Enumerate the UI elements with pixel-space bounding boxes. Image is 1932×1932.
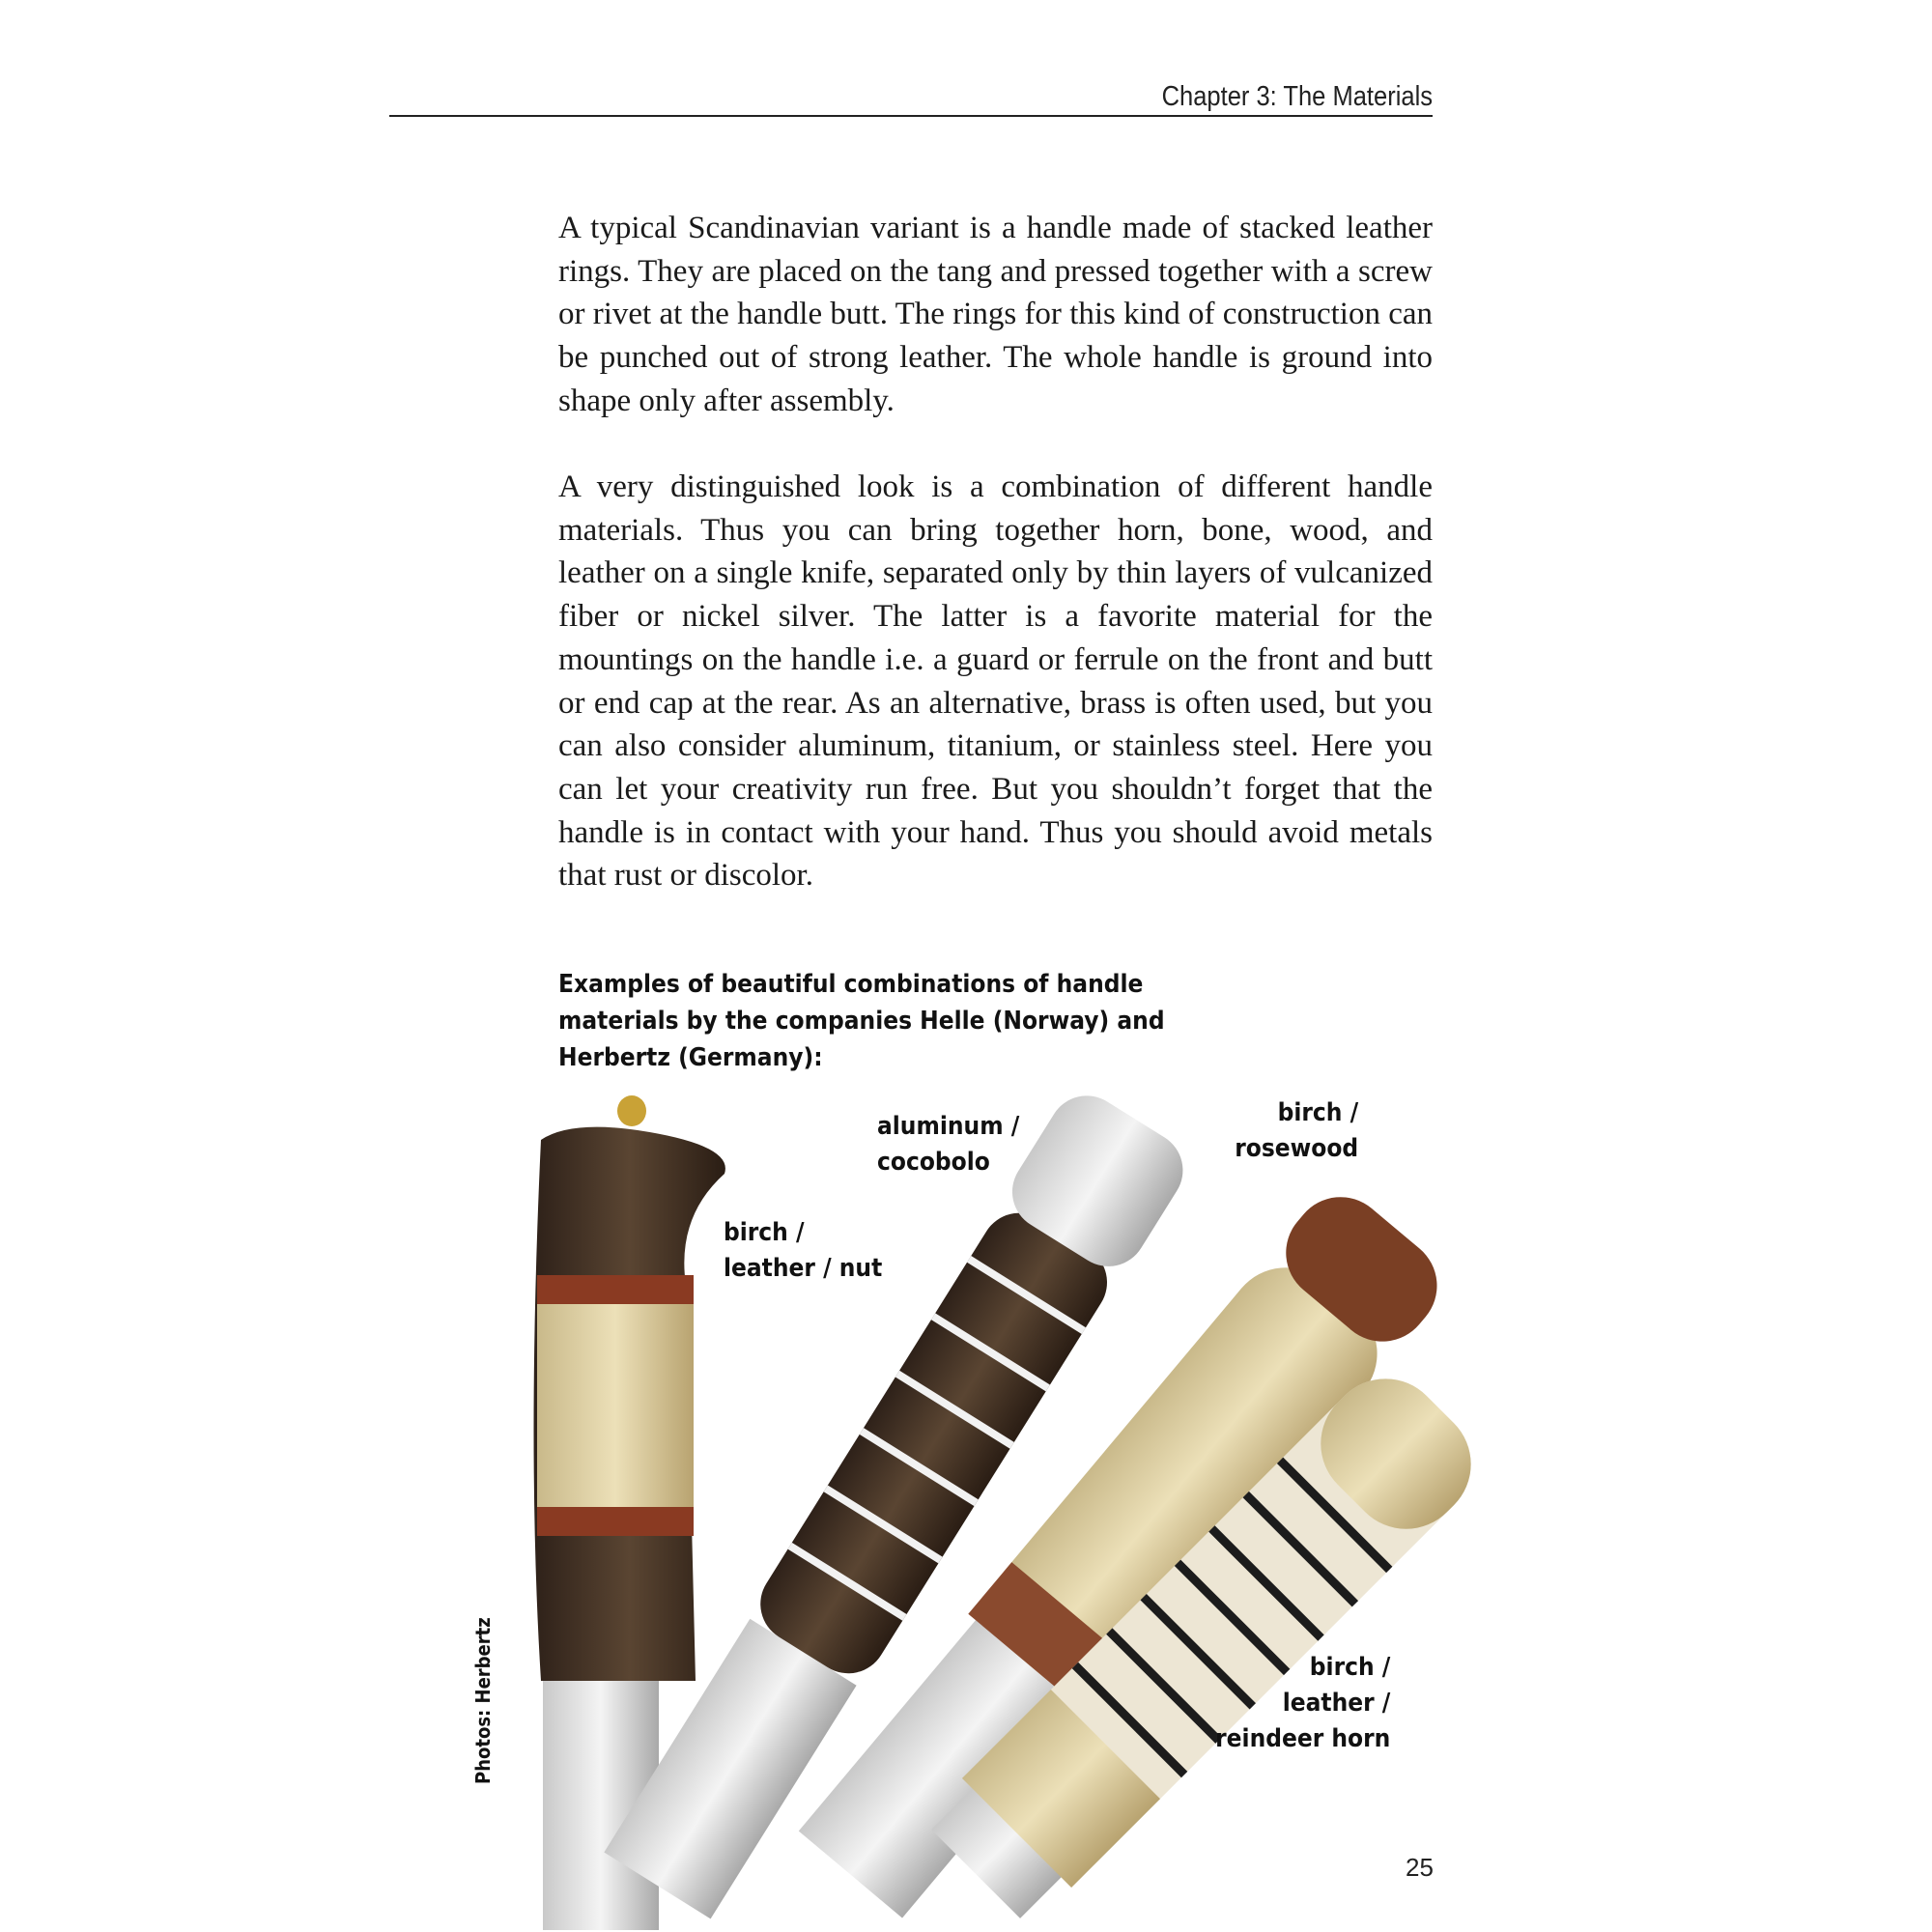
body-paragraph-1: A typical Scandinavian variant is a handle made of stacked leather rings. They are placed on the tang and pressed together with a screw or rivet at the handle butt. The rings for this kind of construction can be punched out of strong leather. The whole handle is ground into shape only after assembly. (558, 211, 1433, 418)
label-birch-leather-nut: birch / leather / nut (724, 1218, 883, 1283)
label-birch-rosewood: birch / rosewood (1235, 1098, 1358, 1163)
photo-credit: Photos: Herbertz (471, 1617, 495, 1784)
body-paragraph-2: A very distinguished look is a combination of different handle materials. Thus you can bring together horn, bone, wood, and leather on a single knife, separated only by thin layers of vulcanized fiber or nickel silver. The latter is a favorite material for the mountings on the handle i.e. a guard or ferrule on the front and butt or end cap at the rear. As an alternative, brass is often used, but you can also consider aluminum, titanium, or stainless steel. Here you can let your creativity run free. But you shouldn’t forget that the handle is in contact with your hand. Thus you should avoid metals that rust or discolor. (558, 469, 1433, 894)
running-header: Chapter 3: The Materials (1161, 81, 1433, 112)
label-birch-leather-reindeer-horn: birch / leather / reindeer horn (1214, 1653, 1390, 1753)
figure-caption: Examples of beautiful combinations of handle materials by the companies Helle (Norway) and Herbertz (Germany): (558, 970, 1165, 1072)
label-aluminum-cocobolo: aluminum / cocobolo (877, 1112, 1020, 1177)
page-number: 25 (1406, 1853, 1434, 1882)
